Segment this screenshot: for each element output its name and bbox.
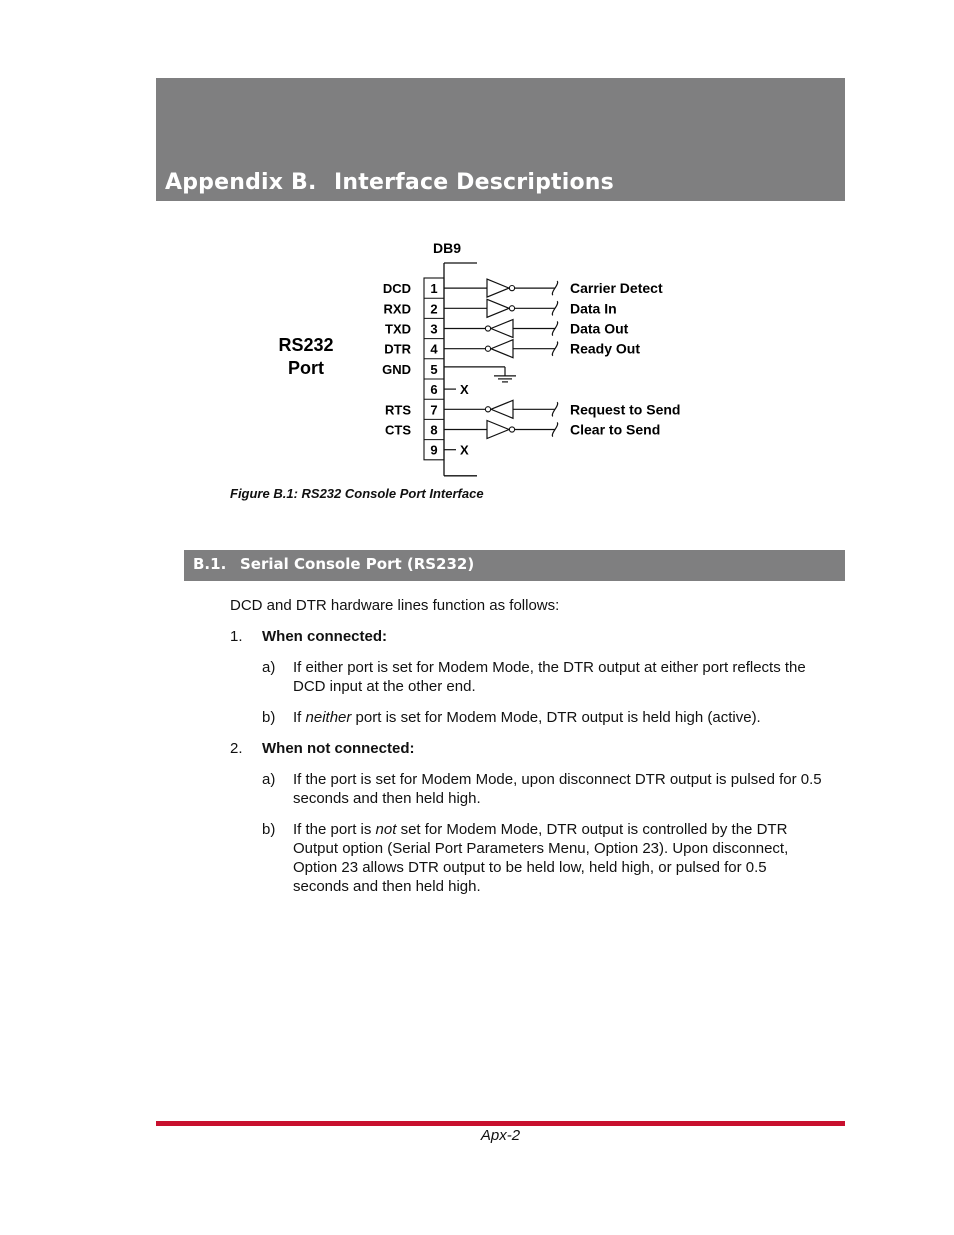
sub-item-text: If the port is set for Modem Mode, upon disconnect DTR output is pulsed for 0.5 seconds and then held high.: [293, 771, 822, 807]
no-connect-mark: X: [460, 442, 469, 458]
inverter-bubble: [485, 407, 490, 412]
port-label-line1: RS232: [278, 335, 334, 355]
intro-paragraph: DCD and DTR hardware lines function as follows:: [230, 597, 560, 614]
pin-number: 1: [430, 281, 438, 297]
emphasis: neither: [305, 709, 352, 726]
connector-label: DB9: [432, 240, 462, 256]
emphasis: not: [375, 821, 397, 838]
pin-signal-label: RTS: [385, 402, 411, 418]
inverter-bubble: [485, 326, 490, 331]
figure-caption: Figure B.1: RS232 Console Port Interface: [230, 486, 484, 501]
inverter-bubble: [509, 427, 514, 432]
list-number: 2.: [230, 740, 243, 757]
sub-label: a): [262, 659, 276, 676]
pin-number: 8: [430, 422, 438, 438]
text-run: port is set for Modem Mode, DTR output is held high (active).: [351, 709, 761, 726]
pin-signal-label: RXD: [383, 301, 411, 317]
pin-number: 2: [430, 301, 438, 317]
section-title: Serial Console Port (RS232): [240, 555, 475, 573]
chapter-title-bar: [156, 78, 845, 201]
sub-item-text: [293, 708, 838, 727]
rs232-pinout-diagram: [230, 230, 750, 480]
pin-signal-label: DTR: [384, 341, 411, 357]
inverter-bubble: [509, 286, 514, 291]
pin-signal-label: DCD: [382, 281, 411, 297]
pin-number: 7: [430, 402, 438, 418]
list-number: 1.: [230, 628, 243, 645]
sub-label: a): [262, 771, 276, 788]
pin-description: Ready Out: [570, 340, 641, 357]
sub-item-text: [293, 820, 823, 896]
buffer-triangle: [491, 400, 513, 418]
buffer-triangle: [491, 320, 513, 338]
buffer-triangle: [487, 299, 509, 317]
text-run: If the port is: [293, 821, 376, 838]
page-number: Apx-2: [480, 1127, 521, 1144]
pin-number: 6: [430, 382, 438, 398]
pin-number: 3: [430, 321, 438, 337]
pin-number: 9: [430, 442, 438, 458]
pin-description: Carrier Detect: [570, 280, 663, 297]
sub-item-text: If either port is set for Modem Mode, the DTR output at either port reflects the DCD input at the other end.: [293, 659, 806, 695]
list-heading: When not connected:: [262, 740, 415, 757]
pin-description: Data In: [570, 300, 617, 317]
pin-description: Data Out: [570, 320, 629, 337]
text-run: If: [293, 709, 306, 726]
pin-signal-label: CTS: [385, 422, 411, 438]
buffer-triangle: [491, 340, 513, 358]
appendix-title: Interface Descriptions: [334, 170, 614, 195]
pin-number: 4: [430, 341, 438, 357]
section-number: B.1.: [193, 555, 227, 573]
no-connect-mark: X: [460, 382, 469, 398]
pin-signal-label: TXD: [385, 321, 411, 337]
inverter-bubble: [485, 346, 490, 351]
sub-label: b): [262, 709, 276, 726]
port-label-line2: Port: [288, 358, 324, 378]
inverter-bubble: [509, 306, 514, 311]
pin-layer: [382, 263, 680, 476]
section-title-bar: [184, 550, 845, 581]
footer-rule: [156, 1121, 845, 1126]
sub-label: b): [262, 821, 276, 838]
buffer-triangle: [487, 279, 509, 297]
text-run: set for Modem Mode, DTR output is controlled by the DTR Output option (Serial Port Parameters Menu, Option 23). Upon disconnect, Option 23 allows DTR output to be held low, held high, or pulsed for 0.5 seconds and then held high.: [293, 821, 789, 895]
pin-description: Clear to Send: [570, 421, 661, 438]
list-heading: When connected:: [262, 628, 388, 645]
pin-signal-label: GND: [382, 361, 411, 377]
pin-number: 5: [430, 361, 438, 377]
appendix-label: Appendix B.: [165, 170, 317, 195]
pin-description: Request to Send: [570, 401, 681, 418]
buffer-triangle: [487, 421, 509, 439]
